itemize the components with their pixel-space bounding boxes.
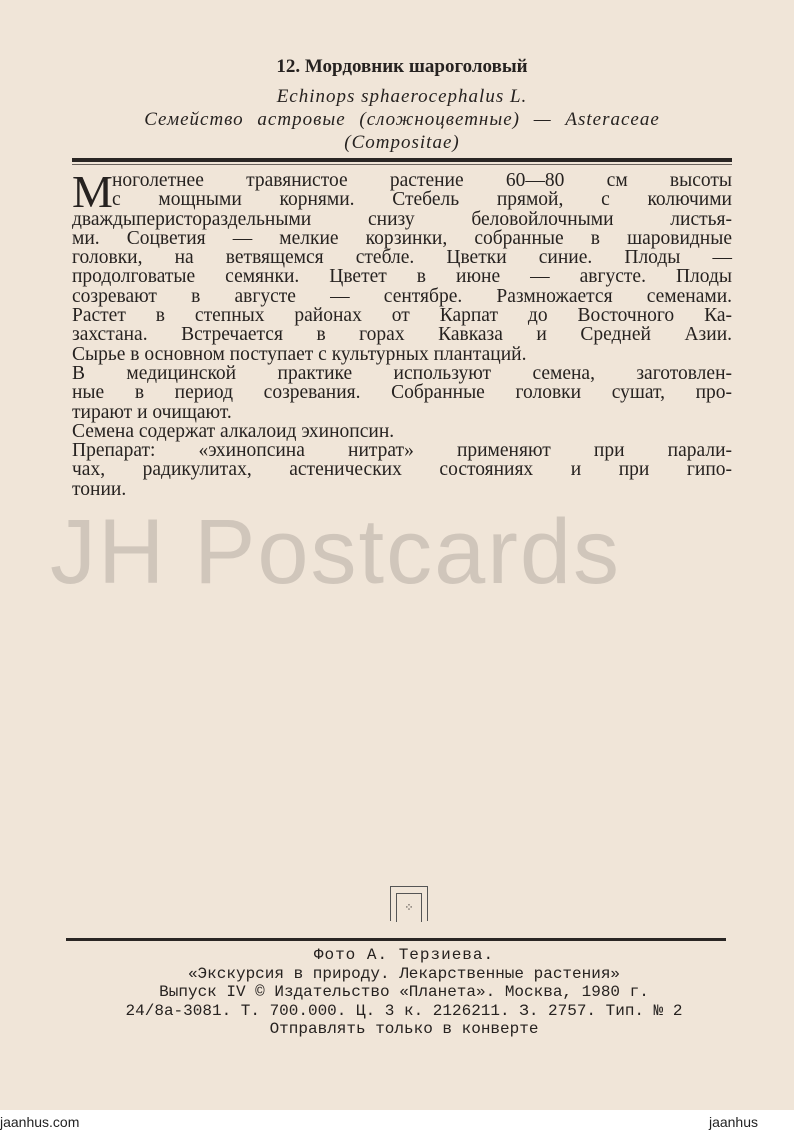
text-line: Семена содержат алкалоид эхинопсин. <box>72 420 395 442</box>
text-line: ноголетнее травянистое растение 60—80 см высоты <box>112 170 732 191</box>
publisher-line: Выпуск IV © Издательство «Планета». Москва, 1980 г. <box>159 983 649 1001</box>
site-label-left: jaanhus.com <box>0 1114 80 1130</box>
divider-thin <box>72 164 732 165</box>
photo-credit: Фото А. Терзиева. <box>313 946 495 964</box>
text-line: тирают и очищают. <box>72 401 232 423</box>
text-line: тонии. <box>72 478 127 500</box>
text-line: захстана. Встречается в горах Кавказа и Средней Азии. <box>72 324 732 346</box>
publisher-logo-icon: ⁘ <box>390 886 428 921</box>
text-line: продолговатые семянки. Цветет в июне — августе. Плоды <box>72 266 732 288</box>
divider <box>72 158 732 162</box>
series-title: «Экскурсия в природу. Лекарственные растения» <box>187 964 621 983</box>
text-line: Препарат: «эхинопсина нитрат» применяют при парали- <box>72 440 732 462</box>
plant-family: Семейство астровые (сложноцветные) — Asteraceae <box>144 109 660 130</box>
text-line: В медицинской практике используют семена, заготовлен- <box>72 362 732 384</box>
text-line: ми. Соцветия — мелкие корзинки, собранные в шаровидные <box>72 227 732 249</box>
text-line: Растет в степных районах от Карпат до Восточного Ка- <box>72 305 732 327</box>
description <box>72 166 732 500</box>
text-line: ные в период созревания. Собранные головки сушат, про- <box>72 382 732 404</box>
site-label-right: jaanhus <box>708 1114 758 1130</box>
text-line: дваждыперистораздельными снизу беловойлочными листья- <box>72 208 732 230</box>
text-line: головки, на ветвящемся стебле. Цветки синие. Плоды — <box>72 247 732 269</box>
drop-cap: М <box>72 166 113 217</box>
text-line: чах, радикулитах, астенических состояниях и при гипо- <box>72 459 732 481</box>
bottom-strip <box>0 1110 794 1131</box>
latin-name: Echinops sphaerocephalus L. <box>276 86 528 107</box>
plant-title: 12. Мордовник шароголовый <box>276 56 528 77</box>
imprint <box>66 946 742 1039</box>
mailing-note: Отправлять только в конверте <box>269 1020 539 1038</box>
plant-family-alt: (Compositae) <box>344 132 460 153</box>
print-details: 24/8а-3081. Т. 700.000. Ц. 3 к. 2126211. З. 2757. Тип. № 2 <box>125 1001 683 1020</box>
text-line: созревают в августе — сентябре. Размножается семенами. <box>72 285 732 307</box>
watermark: JH Postcards <box>50 501 622 603</box>
text-line: Сырье в основном поступает с культурных плантаций. <box>72 343 527 365</box>
text-line: с мощными корнями. Стебель прямой, с колючими <box>112 189 732 211</box>
footer-divider <box>66 938 726 941</box>
